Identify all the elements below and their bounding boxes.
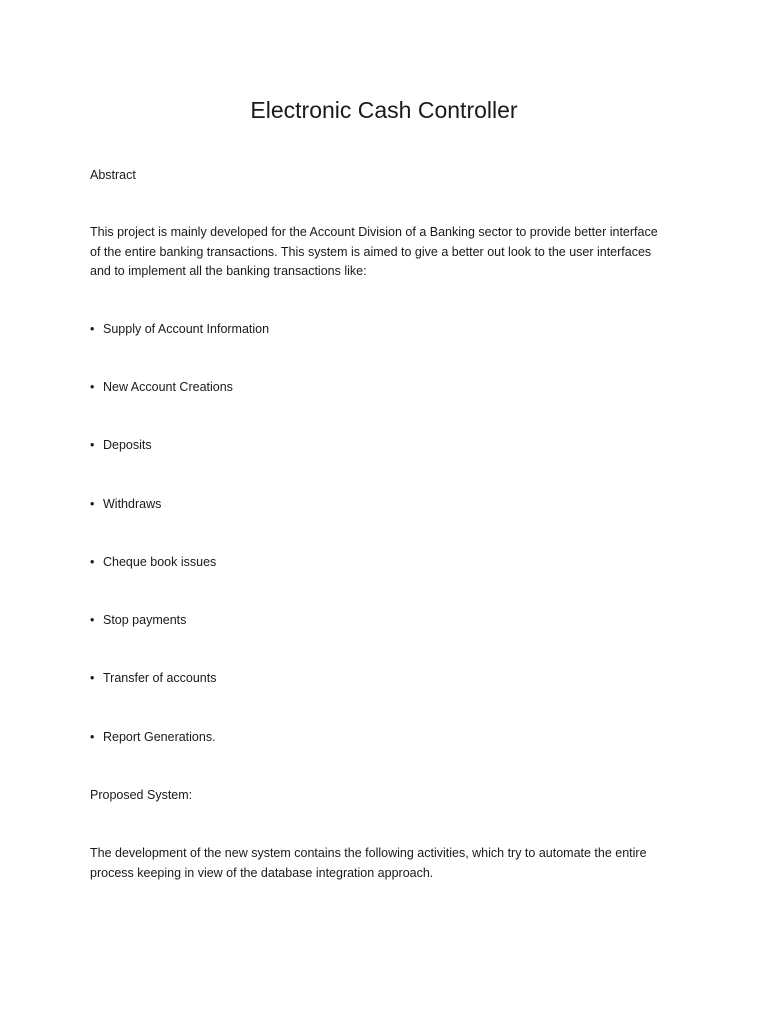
bullet-text: Deposits xyxy=(103,438,152,452)
bullet-text: New Account Creations xyxy=(103,380,233,394)
bullet-item xyxy=(90,320,269,340)
bullet-item xyxy=(90,728,216,748)
bullet-text: Report Generations. xyxy=(103,730,216,744)
abstract-heading: Abstract xyxy=(90,168,136,182)
bullet-item xyxy=(90,495,161,515)
abstract-line: of the entire banking transactions. This system is aimed to give a better out look to the user interfaces xyxy=(90,244,652,259)
bullet-icon: • xyxy=(90,322,95,336)
bullet-icon: • xyxy=(90,438,95,452)
document-title: Electronic Cash Controller xyxy=(250,97,518,123)
bullet-item xyxy=(90,378,233,398)
abstract-paragraph xyxy=(90,223,690,282)
bullet-item xyxy=(90,669,216,689)
bullet-icon: • xyxy=(90,555,95,569)
bullet-icon: • xyxy=(90,730,95,744)
bullet-icon: • xyxy=(90,380,95,394)
bullet-text: Transfer of accounts xyxy=(103,671,217,685)
bullet-icon: • xyxy=(90,671,95,685)
proposed-line: The development of the new system contains the following activities, which try to automate the entire xyxy=(90,846,647,860)
bullet-icon: • xyxy=(90,613,95,627)
bullet-item xyxy=(90,611,186,631)
abstract-line: and to implement all the banking transactions like: xyxy=(90,264,367,278)
bullet-text: Withdraws xyxy=(103,497,162,511)
bullet-text: Cheque book issues xyxy=(103,555,217,569)
bullet-item xyxy=(90,436,152,456)
bullet-text: Supply of Account Information xyxy=(103,322,270,336)
bullet-icon: • xyxy=(90,497,95,511)
abstract-line: This project is mainly developed for the Account Division of a Banking sector to provide better interface xyxy=(90,225,658,239)
proposed-line: process keeping in view of the database integration approach. xyxy=(90,865,434,880)
bullet-item xyxy=(90,553,216,573)
proposed-system-paragraph xyxy=(90,844,690,883)
bullet-text: Stop payments xyxy=(103,613,187,627)
proposed-system-heading: Proposed System: xyxy=(90,788,193,802)
